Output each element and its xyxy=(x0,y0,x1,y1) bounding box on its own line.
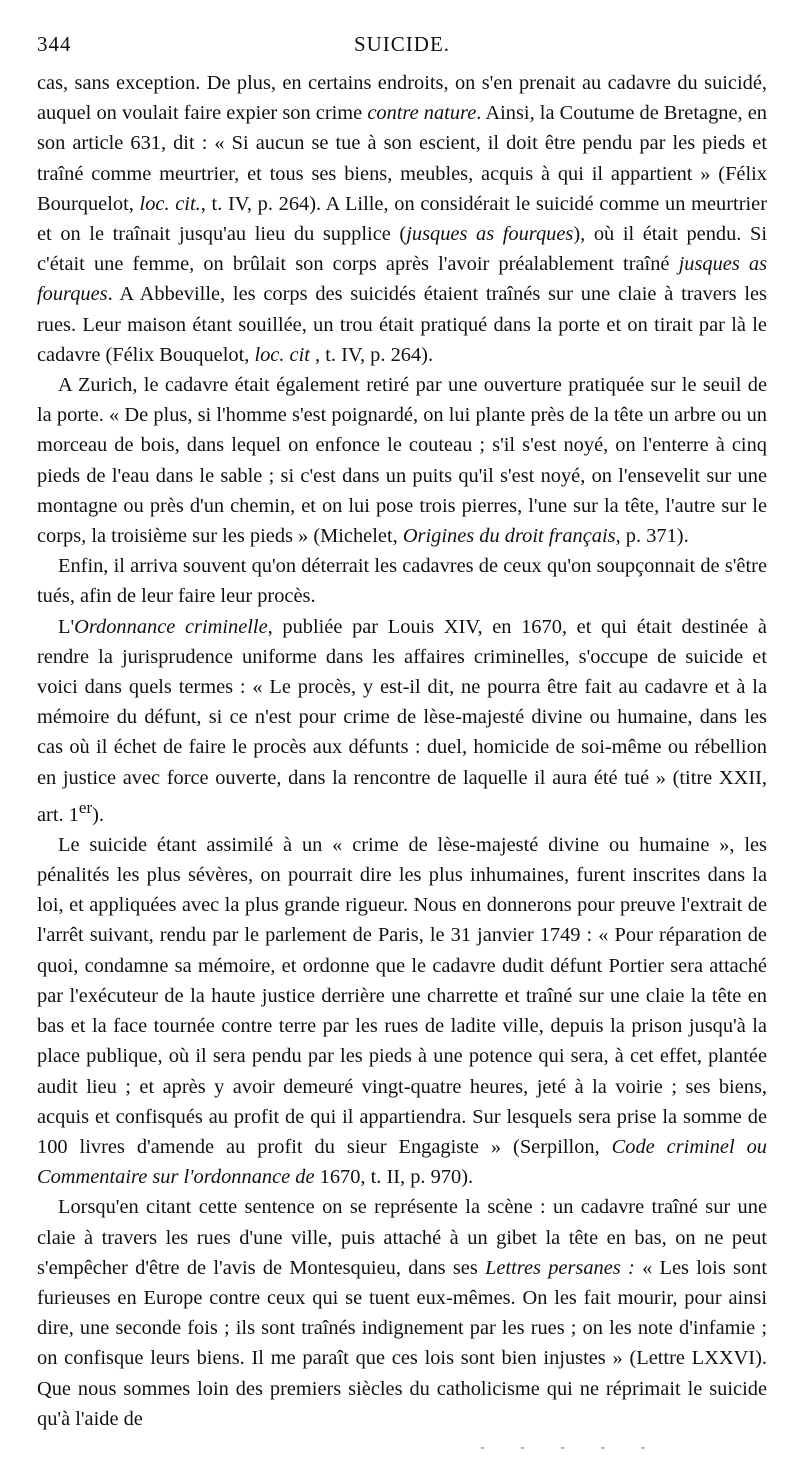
running-head xyxy=(37,28,767,68)
italic-text: Lettres persanes : xyxy=(485,1256,635,1279)
book-page xyxy=(37,28,767,1434)
text-run: , t. IV, p. 264). xyxy=(309,343,434,366)
body-paragraph xyxy=(37,830,767,1192)
text-run: Le suicide étant assimilé à un « crime de lèse-majesté divine ou humaine », les pénalités les plus sévères, on pourrait dire les plus inhumaines, furent inscrites dans la loi, et appliquées avec la plus grande rigueur. Nous en donnerons pour preuve l'extrait de l'arrêt suivant, rendu par le parlement de Paris, le 31 janvier 1749 : « Pour réparation de quoi, condamne sa mémoire, et ordonne que le cadavre dudit défunt Portier sera attaché par l'exécuteur de la haute justice derrière une charrette et traîné sur une claie la tête en bas et la face tournée contre terre par les rues de ladite ville, depuis la prison jusqu'à la place publique, où il sera pendu par les pieds à une potence qui sera, à cet effet, plantée audit lieu ; et après y avoir demeuré vingt-quatre heures, jeté à la voirie ; ses biens, acquis et confisqués au profit de qui il appartiendra. Sur lesquels sera prise la somme de 100 livres d'amende au profit du sieur Engagiste » (Serpillon, xyxy=(37,833,767,1158)
italic-text: contre nature xyxy=(367,102,477,125)
running-title: SUICIDE. xyxy=(353,32,451,56)
body-paragraph xyxy=(37,551,767,611)
page-number: 344 xyxy=(37,32,72,56)
body-paragraph xyxy=(37,1192,767,1434)
text-run: « Les lois sont furieuses en Europe contre ceux qui se tuent eux-mêmes. On les fait mourir, pour ainsi dire, une seconde fois ; ils sont traînés indignement par les rues ; on les note d'infamie ; on confisque leurs biens. Il me paraît que ces lois sont bien injustes » (Lettre LXXVI). Que nous sommes loin des premiers siècles du catholicisme qui ne réprimait le suicide qu'à l'aide de xyxy=(37,1256,767,1430)
italic-text: loc. cit xyxy=(254,343,310,366)
text-run: . Ainsi, la Coutume de Bretagne, en son article 631, dit : « Si aucun se tue à son escient, il doit être pendu par les pieds et traîné comme meurtrier, et tous ses biens, meubles, acquis à qui il appartient » (Félix Bourquelot, xyxy=(37,102,767,215)
text-run: 1670, t. II, p. 970). xyxy=(314,1166,474,1189)
text-run: A Zurich, le cadavre était également retiré par une ouverture pratiquée sur le seuil de la porte. « De plus, si l'homme s'est poignardé, on lui plante près de la tête un arbre ou un morceau de bois, dans lequel on enfonce le couteau ; s'il s'est noyé, on l'enterre à cinq pieds de l'eau dans le sable ; si c'est dans un puits qu'il s'est noyé, on l'ensevelit sur une montagne ou près d'un chemin, et on lui pose trois pierres, l'une sur la tête, l'autre sur le corps, la troisième sur les pieds » (Michelet, xyxy=(37,374,767,548)
text-run: Lorsqu'en citant cette sentence on se représente la scène : un cadavre traîné sur une claie à travers les rues d'une ville, puis attaché à un gibet la tête en bas, on ne peut s'empêcher d'être de l'avis de Montesquieu, dans ses xyxy=(37,1196,767,1279)
text-run: Enfin, il arriva souvent qu'on déterrait les cadavres de ceux qu'on soupçonnait de s'être tués, afin de leur faire leur procès. xyxy=(37,555,767,608)
italic-text: jusques as fourques xyxy=(37,253,768,306)
italic-text: Origines du droit français xyxy=(402,525,616,548)
text-run: cas, sans exception. De plus, en certains endroits, on s'en prenait au cadavre du suicidé, auquel on voulait faire expier son crime xyxy=(37,72,767,125)
text-run: . A Abbeville, les corps des suicidés étaient traînés sur une claie à travers les rues. Leur maison étant souillée, un trou était pratiqué dans la porte et on tirait par là le cadavre (Félix Bouquelot, xyxy=(37,283,767,366)
body-paragraph xyxy=(37,612,767,830)
body-paragraph xyxy=(37,370,767,551)
body-text xyxy=(37,68,767,1434)
text-run: ). xyxy=(92,803,105,826)
superscript-text: er xyxy=(78,797,93,817)
italic-text: Code criminel ou Commentaire sur l'ordonnance de xyxy=(37,1135,767,1189)
text-run: , p. 371). xyxy=(615,525,689,548)
text-run: , publiée par Louis XIV, en 1670, et qui était destinée à rendre la jurisprudence uniforme dans les affaires criminelles, s'occupe de suicide et voici dans quels termes : « Le procès, y est-il dit, ne pourra être fait au cadavre et à la mémoire du défunt, si ce n'est pour crime de lèse-majesté divine ou humaine, dans les cas où il échet de faire le procès aux défunts : duel, homicide de soi-même ou rébellion en justice avec force ouverte, dans la rencontre de laquelle il aura été tué » (titre XXII, art. 1 xyxy=(37,615,767,826)
scan-specks: - - - - - xyxy=(480,1440,662,1455)
body-paragraph xyxy=(37,68,767,370)
text-run: ), où il était pendu. Si c'était une femme, on brûlait son corps après l'avoir préalablement traîné xyxy=(37,223,767,276)
text-run: L' xyxy=(58,615,75,638)
italic-text: Ordonnance criminelle xyxy=(74,615,268,638)
text-run: , t. IV, p. 264). A Lille, on considérait le suicidé comme un meurtrier et on le traînait jusqu'au lieu du supplice ( xyxy=(37,192,767,246)
italic-text: loc. cit. xyxy=(139,192,201,215)
italic-text: jusques as fourques xyxy=(406,223,574,246)
